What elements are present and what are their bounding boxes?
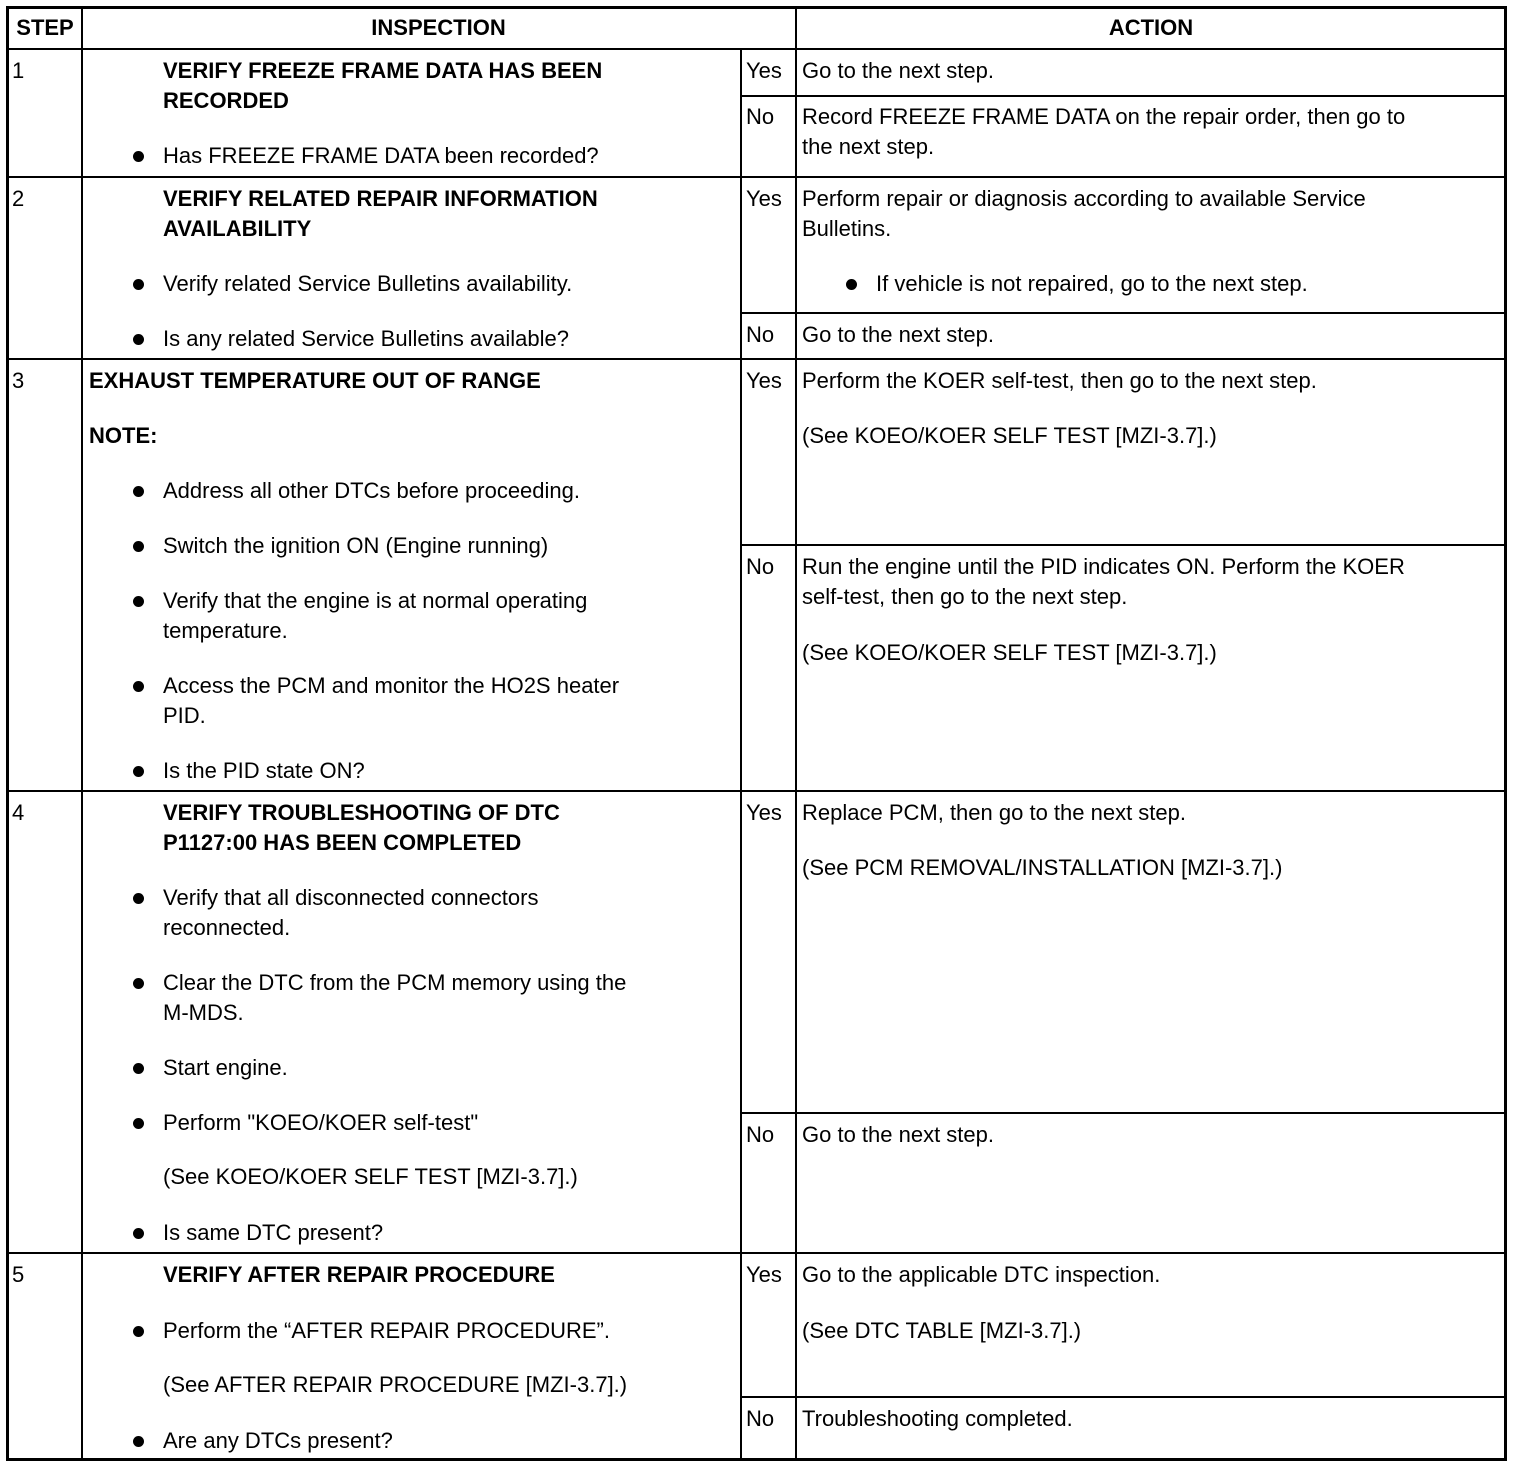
yes-action: Perform the KOER self-test, then go to the next step. [802,368,1317,393]
yes-label: Yes [746,1262,782,1287]
no-label: No [746,322,775,347]
inspection-item: temperature. [163,618,288,643]
header-inspection: INSPECTION [371,15,506,40]
yes-no-divider [741,544,1506,546]
bullet-icon [133,1228,144,1239]
yes-label: Yes [746,186,782,211]
no-label: No [746,1406,775,1431]
yes-action: (See PCM REMOVAL/INSTALLATION [MZI-3.7].) [802,855,1283,880]
bullet-icon [133,1326,144,1337]
no-action: self-test, then go to the next step. [802,584,1128,609]
yes-no-divider [741,95,1506,97]
inspection-title: RECORDED [163,88,289,113]
inspection-item: reconnected. [163,915,291,940]
bullet-icon [133,681,144,692]
yes-action: Perform repair or diagnosis according to available Service [802,186,1366,211]
column-divider [795,8,797,1460]
column-divider [81,8,83,1460]
column-divider [740,49,742,1460]
bullet-icon [133,766,144,777]
inspection-title: EXHAUST TEMPERATURE OUT OF RANGE [89,368,541,393]
no-action: Go to the next step. [802,322,995,347]
step-number: 4 [12,800,25,825]
bullet-icon [133,1118,144,1129]
yes-label: Yes [746,800,782,825]
yes-action: Go to the applicable DTC inspection. [802,1262,1161,1287]
bullet-icon [133,596,144,607]
yes-label: Yes [746,58,782,83]
header-step: STEP [16,15,74,40]
step-number: 3 [12,368,25,393]
step-number: 1 [12,58,25,83]
bullet-icon [133,893,144,904]
inspection-item: Has FREEZE FRAME DATA been recorded? [163,143,599,168]
bullet-icon [133,1436,144,1447]
yes-no-divider [741,1396,1506,1398]
inspection-item: Access the PCM and monitor the HO2S heater [163,673,620,698]
no-action: Troubleshooting completed. [802,1406,1073,1431]
row-divider [8,1252,1506,1254]
inspection-item: Is same DTC present? [163,1220,384,1245]
inspection-item: Clear the DTC from the PCM memory using the [163,970,627,995]
inspection-item: Verify that the engine is at normal operating [163,588,588,613]
no-action: Go to the next step. [802,1122,995,1147]
row-divider [8,358,1506,360]
inspection-item: (See AFTER REPAIR PROCEDURE [MZI-3.7].) [163,1372,628,1397]
inspection-item: Verify that all disconnected connectors [163,885,539,910]
no-label: No [746,104,775,129]
bullet-icon [133,978,144,989]
header-action: ACTION [1108,15,1194,40]
no-action: Run the engine until the PID indicates ON. Perform the KOER [802,554,1405,579]
inspection-item: Switch the ignition ON (Engine running) [163,533,549,558]
inspection-item: PID. [163,703,206,728]
no-label: No [746,1122,775,1147]
inspection-item: Are any DTCs present? [163,1428,393,1453]
inspection-item: Is any related Service Bulletins available? [163,326,570,351]
no-action: (See KOEO/KOER SELF TEST [MZI-3.7].) [802,640,1217,665]
yes-no-divider [741,1112,1506,1114]
inspection-item: Address all other DTCs before proceeding. [163,478,580,503]
yes-no-divider [741,312,1506,314]
inspection-item: Verify related Service Bulletins availability. [163,271,573,296]
yes-action-bullet: If vehicle is not repaired, go to the next step. [876,271,1308,296]
step-number: 5 [12,1262,25,1287]
inspection-item: M-MDS. [163,1000,244,1025]
inspection-item: (See KOEO/KOER SELF TEST [MZI-3.7].) [163,1164,578,1189]
inspection-title: VERIFY TROUBLESHOOTING OF DTC [163,800,560,825]
inspection-item: Perform the “AFTER REPAIR PROCEDURE”. [163,1318,610,1343]
bullet-icon [846,279,857,290]
bullet-icon [133,334,144,345]
row-divider [8,790,1506,792]
inspection-note: NOTE: [89,423,158,448]
no-action: the next step. [802,134,935,159]
yes-action: (See DTC TABLE [MZI-3.7].) [802,1318,1082,1343]
bullet-icon [133,1063,144,1074]
yes-label: Yes [746,368,782,393]
inspection-item: Perform "KOEO/KOER self-test" [163,1110,479,1135]
bullet-icon [133,486,144,497]
inspection-title: P1127:00 HAS BEEN COMPLETED [163,830,522,855]
inspection-title: AVAILABILITY [163,216,312,241]
yes-action: Replace PCM, then go to the next step. [802,800,1187,825]
yes-action: Go to the next step. [802,58,995,83]
no-label: No [746,554,775,579]
yes-action: Bulletins. [802,216,892,241]
inspection-item: Is the PID state ON? [163,758,365,783]
no-action: Record FREEZE FRAME DATA on the repair order, then go to [802,104,1406,129]
inspection-title: VERIFY RELATED REPAIR INFORMATION [163,186,598,211]
step-number: 2 [12,186,25,211]
bullet-icon [133,279,144,290]
inspection-title: VERIFY FREEZE FRAME DATA HAS BEEN [163,58,603,83]
yes-action: (See KOEO/KOER SELF TEST [MZI-3.7].) [802,423,1217,448]
inspection-title: VERIFY AFTER REPAIR PROCEDURE [163,1262,555,1287]
bullet-icon [133,151,144,162]
row-divider [8,48,1506,50]
row-divider [8,176,1506,178]
bullet-icon [133,541,144,552]
inspection-item: Start engine. [163,1055,288,1080]
